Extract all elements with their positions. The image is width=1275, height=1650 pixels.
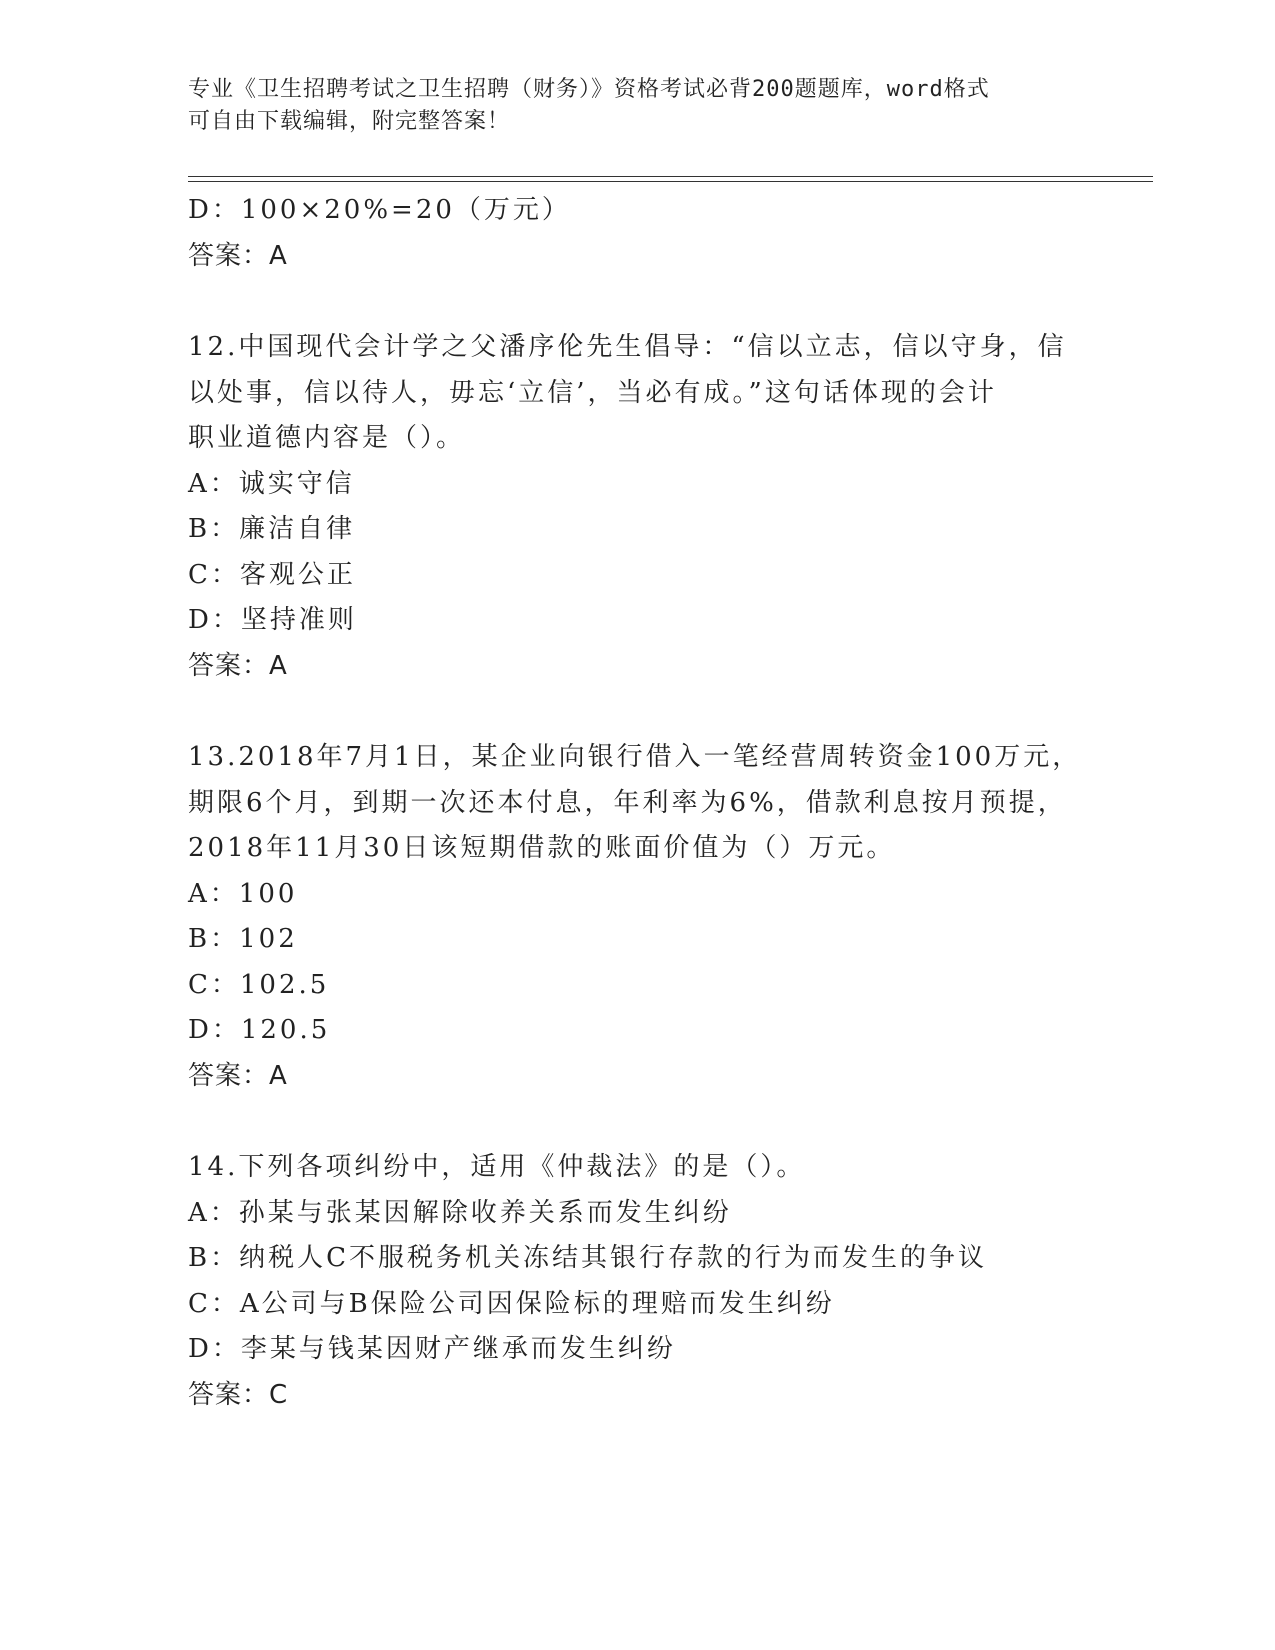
- answer-line: 答案：A: [188, 650, 288, 681]
- option-d: D：李某与钱某因财产继承而发生纠纷: [188, 1334, 676, 1364]
- option-c: C：客观公正: [188, 559, 356, 590]
- option-a: A：诚实守信: [188, 468, 355, 499]
- document-header: [188, 74, 1068, 138]
- option-a: A：孙某与张某因解除收养关系而发生纠纷: [188, 1197, 732, 1228]
- spacer: [188, 279, 1088, 325]
- answer-line: 答案：C: [188, 1379, 289, 1410]
- spacer: [188, 689, 1088, 735]
- header-line-2: 可自由下载编辑，附完整答案！: [188, 109, 511, 134]
- question-13: [188, 735, 1088, 1099]
- option-a: A：100: [188, 878, 298, 909]
- option-d: D：100×20%=20（万元）: [188, 195, 571, 225]
- answer-line: 答案：A: [188, 1060, 288, 1091]
- question-stem: 职业道德内容是（）。: [188, 423, 466, 453]
- option-d: D：坚持准则: [188, 605, 357, 635]
- spacer: [188, 1099, 1088, 1145]
- question-11-tail: [188, 188, 1088, 279]
- header-line-1: 专业《卫生招聘考试之卫生招聘（财务）》资格考试必背200题题库，word格式: [188, 77, 990, 102]
- answer-line: 答案：A: [188, 240, 288, 271]
- question-stem: 2018年11月30日该短期借款的账面价值为（）万元。: [188, 833, 896, 863]
- option-b: B：廉洁自律: [188, 514, 356, 544]
- option-b: B：102: [188, 924, 298, 954]
- question-stem: 期限6个月，到期一次还本付息，年利率为6%，借款利息按月预提，: [188, 787, 1067, 818]
- question-stem: 12.中国现代会计学之父潘序伦先生倡导：“信以立志，信以守身，信: [188, 332, 1067, 362]
- header-divider-top: [188, 176, 1153, 177]
- option-c: C：102.5: [188, 969, 330, 1000]
- option-d: D：120.5: [188, 1015, 331, 1045]
- question-12: [188, 325, 1088, 689]
- header-divider-bottom: [188, 181, 1153, 182]
- question-stem: 以处事，信以待人，毋忘‘立信’，当必有成。”这句话体现的会计: [188, 377, 997, 408]
- question-stem: 14.下列各项纠纷中，适用《仲裁法》的是（）。: [188, 1152, 806, 1182]
- option-c: C：A公司与B保险公司因保险标的理赔而发生纠纷: [188, 1288, 835, 1319]
- question-stem: 13.2018年7月1日，某企业向银行借入一笔经营周转资金100万元，: [188, 742, 1082, 772]
- option-b: B：纳税人C不服税务机关冻结其银行存款的行为而发生的争议: [188, 1243, 988, 1273]
- question-list: [188, 188, 1088, 1418]
- question-14: [188, 1145, 1088, 1418]
